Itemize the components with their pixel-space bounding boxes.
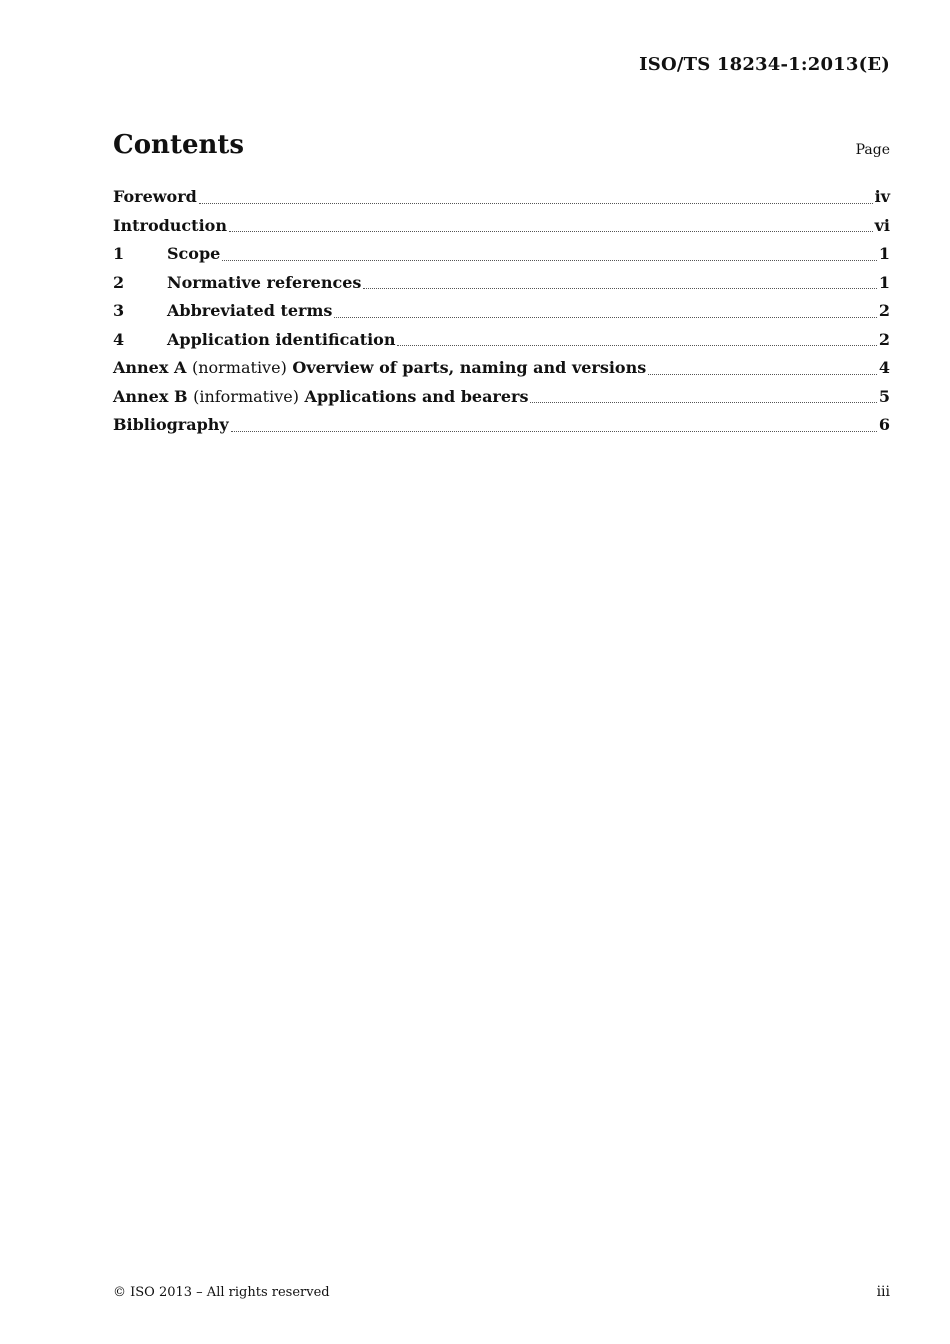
page-column-label: Page — [855, 142, 890, 158]
annex-qualifier: (informative) — [193, 386, 299, 406]
toc-entry-normative-references[interactable] — [113, 269, 890, 298]
toc-entry-page: 1 — [878, 272, 890, 292]
toc-entry-bibliography[interactable] — [113, 411, 890, 440]
toc-entry-annex-b[interactable] — [113, 383, 890, 412]
toc-entry-number: 4 — [113, 329, 125, 349]
toc-entry-application-identification[interactable] — [113, 326, 890, 355]
toc-entry-page: 2 — [878, 301, 890, 320]
toc-entry-title[interactable]: Foreword — [113, 187, 197, 206]
dot-leader — [363, 288, 876, 289]
dot-leader — [530, 402, 876, 403]
toc-entry-number: 3 — [113, 301, 125, 320]
toc-entry-title[interactable] — [113, 383, 528, 412]
toc-entry-title[interactable]: Introduction — [113, 215, 227, 235]
toc-entry-title[interactable]: Scope — [167, 244, 221, 263]
annex-title: Applications and bearers — [304, 386, 529, 406]
toc-entry-page: vi — [874, 215, 890, 235]
dot-leader — [231, 431, 877, 432]
toc-entry-foreword[interactable] — [113, 183, 890, 212]
toc-entry-introduction[interactable] — [113, 212, 890, 241]
table-of-contents — [113, 183, 890, 440]
toc-entry-number: 2 — [113, 272, 125, 292]
dot-leader — [648, 374, 877, 375]
annex-title: Overview of parts, naming and versions — [292, 358, 647, 377]
toc-entry-page: 4 — [878, 358, 890, 377]
toc-entry-abbreviated-terms[interactable] — [113, 297, 890, 326]
toc-entry-number: 1 — [113, 244, 125, 263]
footer-page-number: iii — [876, 1284, 890, 1300]
dot-leader — [229, 231, 873, 232]
dot-leader — [397, 345, 876, 346]
toc-entry-title[interactable]: Bibliography — [113, 415, 229, 434]
toc-entry-title[interactable] — [113, 354, 646, 383]
footer-copyright: © ISO 2013 – All rights reserved — [113, 1285, 330, 1300]
toc-entry-page: 1 — [878, 244, 890, 263]
toc-entry-annex-a[interactable] — [113, 354, 890, 383]
document-id: ISO/TS 18234-1:2013(E) — [639, 54, 890, 75]
dot-leader — [199, 203, 873, 204]
annex-prefix: Annex A — [113, 358, 187, 377]
toc-entry-title[interactable]: Application identification — [167, 329, 396, 349]
toc-entry-title[interactable]: Normative references — [167, 272, 362, 292]
toc-entry-page: 6 — [878, 415, 890, 434]
toc-entry-title[interactable]: Abbreviated terms — [167, 301, 333, 320]
annex-prefix: Annex B — [113, 386, 188, 406]
toc-entry-page: 2 — [878, 329, 890, 349]
annex-qualifier: (normative) — [191, 358, 287, 377]
toc-entry-page: 5 — [878, 386, 890, 406]
contents-heading: Contents — [113, 130, 245, 160]
dot-leader — [334, 317, 876, 318]
toc-entry-scope[interactable] — [113, 240, 890, 269]
dot-leader — [222, 260, 877, 261]
toc-entry-page: iv — [874, 187, 890, 206]
